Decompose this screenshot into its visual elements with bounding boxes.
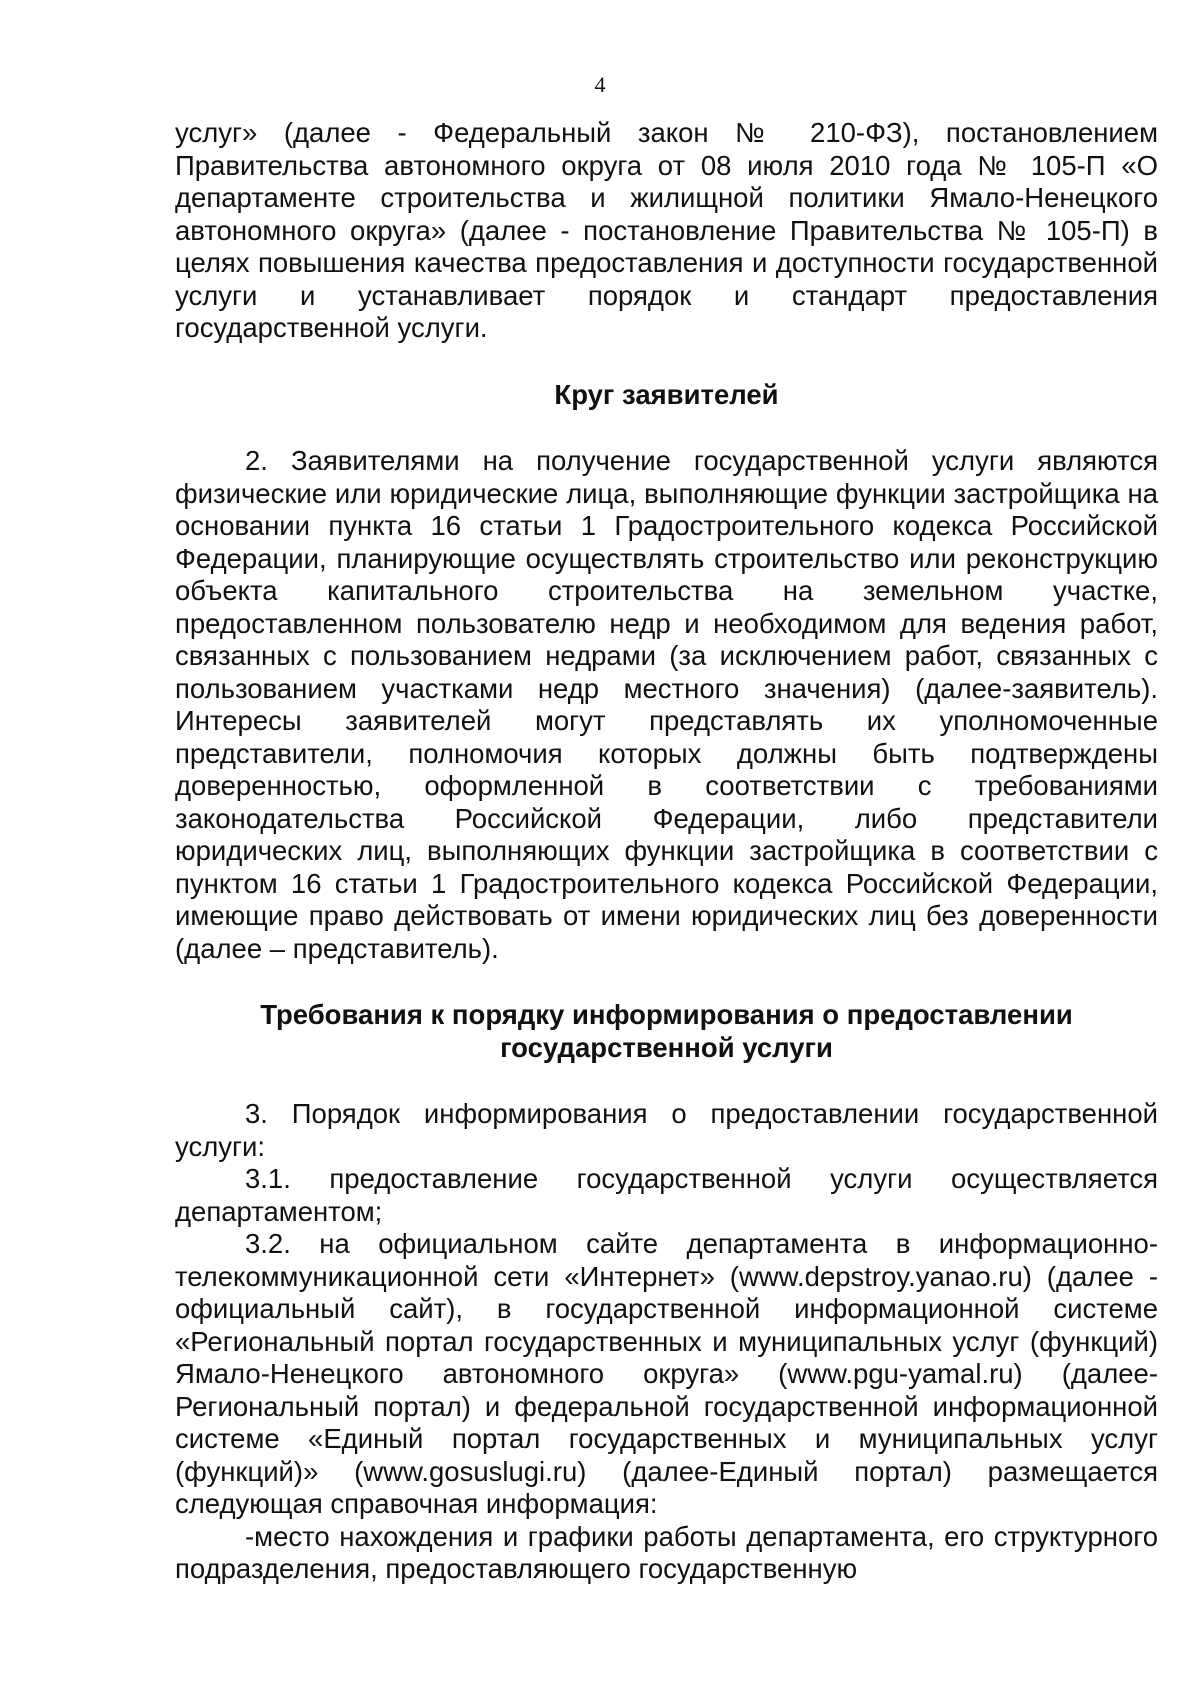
paragraph-3-1: 3.1. предоставление государственной услуги осуществляется департаментом; <box>175 1163 1158 1227</box>
document-body <box>175 117 1158 1586</box>
paragraph-3: 3. Порядок информирования о предоставлении государственной услуги: <box>175 1098 1158 1162</box>
paragraph-2: 2. Заявителями на получение государственной услуги являются физические или юридические лица, выполняющие функции застройщика на основании пункта 16 статьи 1 Градостроительного кодекса Российской Федерации, планирующие осуществлять строительство или реконструкцию объекта капитального строительства на земельном участке, предоставленном пользователю недр и необходимом для ведения работ, связанных с пользованием недрами (за исключением работ, связанных с пользованием участками недр местного значения) (далее-заявитель). Интересы заявителей могут представлять их уполномоченные представители, полномочия которых должны быть подтверждены доверенностью, оформленной в соответствии с требованиями законодательства Российской Федерации, либо представители юридических лиц, выполняющих функции застройщика в соответствии с пунктом 16 статьи 1 Градостроительного кодекса Российской Федерации, имеющие право действовать от имени юридических лиц без доверенности (далее – представитель). <box>175 445 1158 964</box>
page-number: 4 <box>594 72 606 97</box>
section-heading-informing <box>175 999 1158 1064</box>
intro-paragraph: услуг» (далее - Федеральный закон № 210-ФЗ), постановлением Правительства автономного округа от 08 июля 2010 года № 105-П «О департаменте строительства и жилищной политики Ямало-Ненецкого автономного округа» (далее - постановление Правительства № 105-П) в целях повышения качества предоставления и доступности государственной услуги и устанавливает порядок и стандарт предоставления государственной услуги. <box>175 117 1158 343</box>
list-item-location: -место нахождения и графики работы департамента, его структурного подразделения, предоставляющего государственную <box>175 1520 1158 1584</box>
heading-line-2: государственной услуги <box>500 1031 833 1063</box>
heading-line-1: Требования к порядку информирования о предоставлении <box>260 999 1073 1030</box>
section-heading-applicants: Круг заявителей <box>554 378 779 410</box>
paragraph-3-2: 3.2. на официальном сайте департамента в информационно-телекоммуникационной сети «Интернет» (www.depstroy.yanao.ru) (далее - официальный сайт), в государственной информационной системе «Региональный портал государственных и муниципальных услуг (функций) Ямало-Ненецкого автономного округа» (www.pgu-yamal.ru) (далее-Региональный портал) и федеральной государственной информационной системе «Единый портал государственных и муниципальных услуг (функций)» (www.gosuslugi.ru) (далее-Единый портал) размещается следующая справочная информация: <box>175 1228 1158 1519</box>
